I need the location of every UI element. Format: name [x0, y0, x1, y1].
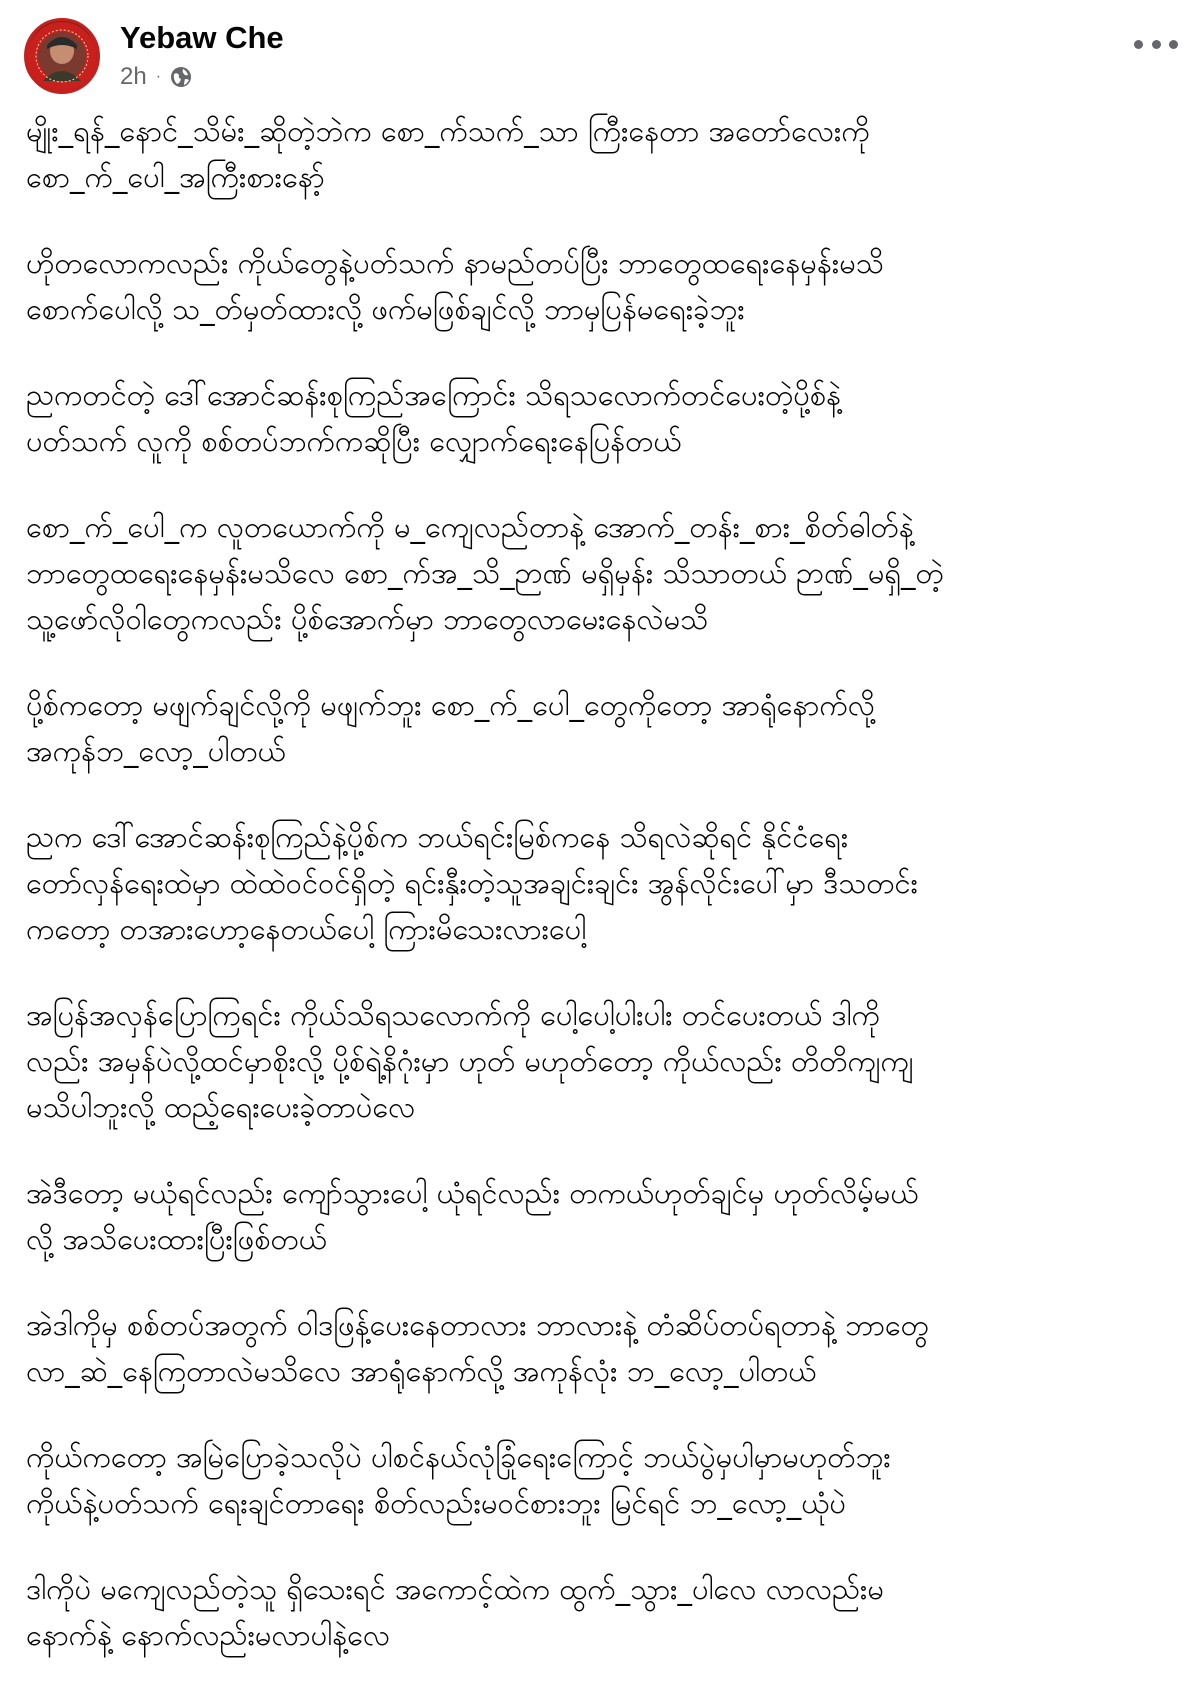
author-name[interactable]: Yebaw Che	[120, 20, 284, 55]
more-dot	[1134, 40, 1143, 49]
post-paragraph: ညကတင်တဲ့ ဒေါ်အောင်ဆန်းစုကြည်အကြောင်း သိရသလောက်တင်ပေးတဲ့ပို့စ်နဲ့ ပတ်သက် လူကို စစ်တပ်ဘက်ကဆိုပြီး လျှောက်ရေးနေပြန်တယ်	[26, 378, 842, 458]
post-header	[22, 16, 1178, 106]
meta-separator: ·	[155, 68, 162, 85]
post-paragraph: စော_က်_ပေါ_က လူတယောက်ကို မ_ကျေလည်တာနဲ့ အောက်_တန်း_စား_စိတ်ဓါတ်နဲ့ ဘာတွေထရေးနေမှန်းမသိလေ စော_က်အ_သိ_ဉာဏ် မရှိမှန်း သိသာတယ် ဉာဏ်_မရှိ_တဲ့ သူ့ဖော်လိုဝါတွေကလည်း ပို့စ်အောက်မှာ ဘာတွေလာမေးနေလဲမသိ	[26, 510, 944, 636]
post-paragraph: မျိုး_ရန်_နောင်_သိမ်း_ဆိုတဲ့ဘဲက စော_က်သက်_သာ ကြီးနေတာ အတော်လေးကို စော_က်_ပေါ_အကြီးစားနော့်	[26, 114, 870, 194]
profile-photo	[27, 21, 97, 91]
post-body	[26, 108, 1176, 1698]
more-options-icon[interactable]	[1134, 32, 1178, 56]
post-time[interactable]: 2h	[120, 63, 147, 90]
more-dot	[1169, 40, 1178, 49]
post-meta	[120, 62, 192, 92]
post-paragraph: ညက ဒေါ်အောင်ဆန်းစုကြည်နဲ့ပို့စ်က ဘယ်ရင်းမြစ်ကနေ သိရလဲဆိုရင် နိုင်ငံရေး တော်လှန်ရေးထဲမှာ ထဲထဲဝင်ဝင်ရှိတဲ့ ရင်းနှီးတဲ့သူအချင်းချင်း အွန်လိုင်းပေါ်မှာ ဒီသတင်း ကတော့ တအားဟော့နေတယ်ပေါ့ ကြားမိသေးလားပေါ့	[26, 820, 918, 946]
post-paragraph: အဲဒါကိုမှ စစ်တပ်အတွက် ဝါဒဖြန့်ပေးနေတာလား ဘာလားနဲ့ တံဆိပ်တပ်ရတာနဲ့ ဘာတွေ လာ_ဆဲ_နေကြတာလဲမသိလေ အာရုံနောက်လို့ အကုန်လုံး ဘ_လော့_ပါတယ်	[26, 1308, 929, 1388]
post-paragraph: အဲဒီတော့ မယုံရင်လည်း ကျော်သွားပေါ့ ယုံရင်လည်း တကယ်ဟုတ်ချင်မှ ဟုတ်လိမ့်မယ် လို့ အသိပေးထားပြီးဖြစ်တယ်	[26, 1176, 919, 1256]
globe-icon	[170, 66, 192, 88]
more-dot	[1152, 40, 1161, 49]
post-paragraph: ပို့စ်ကတော့ မဖျက်ချင်လို့ကို မဖျက်ဘူး စော_က်_ပေါ_တွေကိုတော့ အာရုံနောက်လို့ အကုန်ဘ_လော့_ပါတယ်	[26, 688, 875, 768]
post-paragraph: ကိုယ်ကတော့ အမြဲပြောခဲ့သလိုပဲ ပါစင်နယ်လုံခြုံရေးကြောင့် ဘယ်ပွဲမှပါမှာမဟုတ်ဘူး ကိုယ်နဲ့ပတ်သက် ရေးချင်တာရေး စိတ်လည်းမဝင်စားဘူး မြင်ရင် ဘ_လော့_ယုံပဲ	[26, 1440, 891, 1520]
post-paragraph: ဒါကိုပဲ မကျေလည်တဲ့သူ ရှိသေးရင် အကောင့်ထဲက ထွက်_သွား_ပါလေ လာလည်းမ နောက်နဲ့ နောက်လည်းမလာပါနဲ့လေ	[26, 1572, 884, 1652]
avatar[interactable]	[24, 18, 100, 94]
post-paragraph: ဟိုတလောကလည်း ကိုယ်တွေနဲ့ပတ်သက် နာမည်တပ်ပြီး ဘာတွေထရေးနေမှန်းမသိ စောက်ပေါလို့ သ_တ်မှတ်ထားလို့ ဖက်မဖြစ်ချင်လို့ ဘာမှပြန်မရေးခဲ့ဘူး	[26, 246, 884, 326]
post-paragraph: အပြန်အလှန်ပြောကြရင်း ကိုယ်သိရသလောက်ကို ပေါ့ပေါ့ပါးပါး တင်ပေးတယ် ဒါကို လည်း အမှန်ပဲလို့ထင်မှာစိုးလို့ ပို့စ်ရဲ့နိဂုံးမှာ ဟုတ် မဟုတ်တော့ ကိုယ်လည်း တိတိကျကျ မသိပါဘူးလို့ ထည့်ရေးပေးခဲ့တာပဲလေ	[26, 998, 914, 1124]
